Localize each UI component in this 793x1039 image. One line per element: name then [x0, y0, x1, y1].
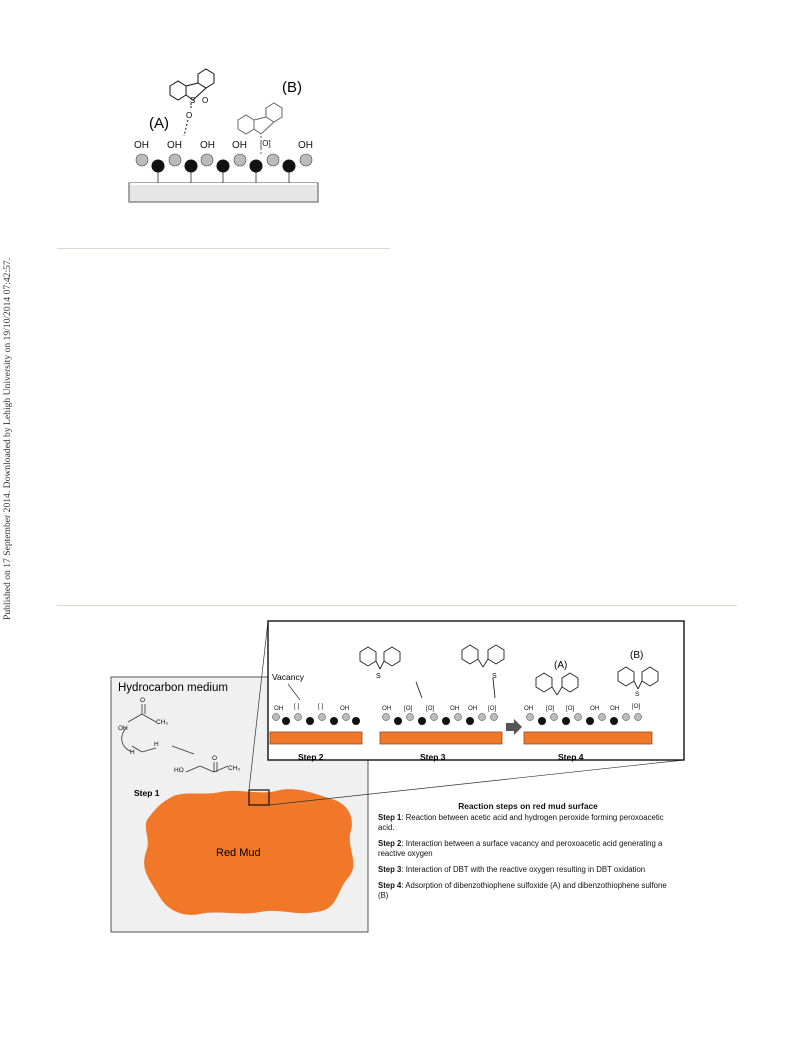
oh-label: OH: [524, 705, 534, 712]
sulfur-label: S: [376, 673, 381, 680]
oh-label: OH: [232, 140, 247, 151]
oxygen-label: O: [202, 96, 209, 105]
sulfur-label: S: [635, 691, 640, 698]
oh-label: OH: [590, 705, 600, 712]
reactive-oxygen-label: [O]: [426, 705, 435, 712]
reactive-oxygen-label: [O]: [488, 705, 497, 712]
oxygen-label: O: [212, 755, 218, 762]
step-text: : Reaction between acetic acid and hydrogen peroxide forming peroxoacetic acid.: [378, 813, 664, 832]
oh-label: OH: [468, 705, 478, 712]
oh-label: OH: [200, 140, 215, 151]
step-heading: Step 2: [378, 839, 402, 848]
step3-label: Step 3: [420, 752, 446, 762]
label-a: (A): [554, 660, 568, 671]
oh-label: OH: [274, 705, 284, 712]
vacancy-bracket: [ ]: [294, 703, 300, 710]
step-heading: Step 1: [378, 813, 402, 822]
oh-label: OH: [610, 705, 620, 712]
methyl-label: CH₃: [156, 719, 169, 726]
step1-label: Step 1: [134, 788, 160, 798]
oh-label: OH: [340, 705, 350, 712]
publication-note: Published on 17 September 2014. Downloaded by Lehigh University on 19/10/2014 07:42:57.: [2, 257, 13, 620]
step4-slab: [524, 732, 652, 744]
divider: [57, 605, 737, 606]
label-b: (B): [630, 650, 644, 661]
step-heading: Step 4: [378, 881, 402, 890]
sulfur-label: S: [190, 96, 196, 105]
oh-label: OH: [134, 140, 149, 151]
oxygen-label: O: [186, 111, 193, 120]
ho-label: HO: [174, 767, 184, 774]
methyl-label: CH₃: [228, 765, 241, 772]
red-mud-label: Red Mud: [216, 847, 261, 859]
vacancy-label: Vacancy: [272, 672, 304, 682]
step-description: [378, 865, 678, 875]
vacancy-bracket: [ ]: [318, 703, 324, 710]
oh-label: OH: [382, 705, 392, 712]
label-a: (A): [149, 115, 169, 132]
adsorption-figure: [120, 62, 330, 210]
step2-slab: [270, 732, 362, 744]
reactive-oxygen-label: [O]: [632, 703, 641, 710]
step-description: [378, 839, 678, 859]
step2-label: Step 2: [298, 752, 324, 762]
step-description: [378, 813, 678, 833]
reactive-oxygen-label: [O]: [566, 705, 575, 712]
step3-slab: [380, 732, 502, 744]
step-text: : Adsorption of dibenzothiophene sulfoxide (A) and dibenzothiophene sulfone (B): [378, 881, 667, 900]
sulfur-label: S: [492, 673, 497, 680]
hydroxyl-label: OH: [118, 725, 128, 732]
oh-label: OH: [167, 140, 182, 151]
step-text: : Interaction between a surface vacancy and peroxoacetic acid generating a reactive oxygen: [378, 839, 663, 858]
oh-label: OH: [450, 705, 460, 712]
reaction-steps-legend: [378, 801, 678, 907]
hydrogen-label: H: [154, 741, 159, 748]
divider: [57, 248, 390, 249]
support-slab: [129, 183, 318, 202]
step-text: : Interaction of DBT with the reactive oxygen resulting in DBT oxidation: [401, 865, 646, 874]
reactive-oxygen-label: [O]: [546, 705, 555, 712]
step4-label: Step 4: [558, 752, 584, 762]
reactive-oxygen-label: [O]: [404, 705, 413, 712]
oxygen-label: O: [140, 697, 146, 704]
bracket-o-label: [O]: [260, 139, 271, 148]
medium-label: Hydrocarbon medium: [118, 682, 228, 694]
step-description: [378, 881, 678, 901]
step-heading: Step 3: [378, 865, 402, 874]
hydrogen-label: H: [130, 749, 135, 756]
surface-atoms: [136, 154, 312, 173]
reaction-steps-title: Reaction steps on red mud surface: [458, 801, 598, 811]
label-b: (B): [282, 79, 302, 96]
oh-label: OH: [298, 140, 313, 151]
